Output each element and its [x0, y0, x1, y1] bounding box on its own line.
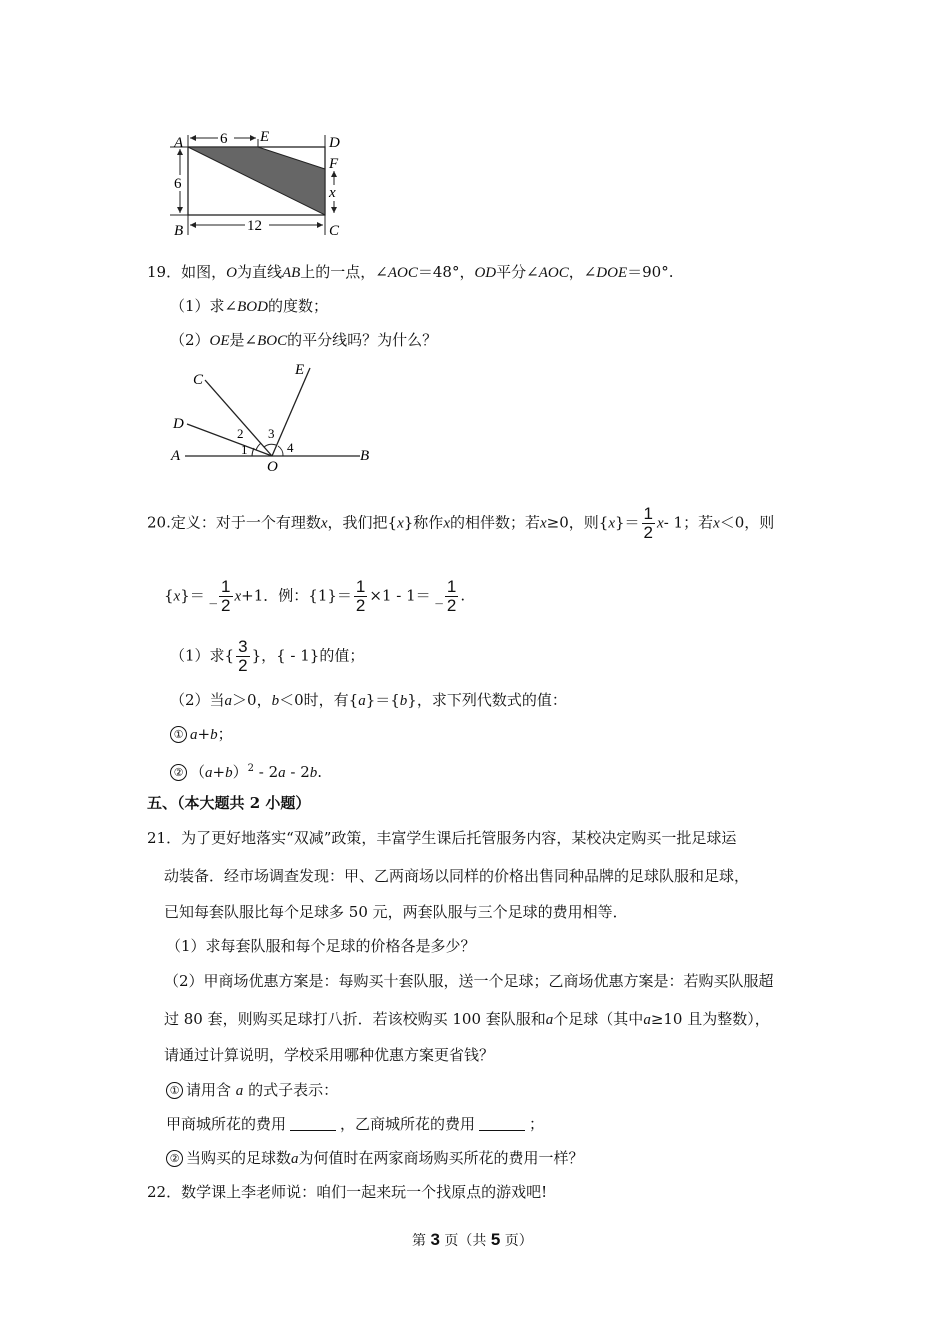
q20-sub1: （1）求{ $\frac{3}{2}$ }，{ - 1}的值； — [170, 637, 365, 675]
label-c: C — [193, 372, 204, 388]
label-c: C — [329, 223, 340, 239]
label-b: B — [174, 223, 184, 239]
fraction-half: $\frac{1}{2}$ — [446, 577, 457, 615]
q19-sub1: （1）求∠BOD的度数； — [170, 297, 328, 315]
label-d: D — [329, 135, 340, 151]
label-o: O — [267, 459, 278, 475]
q21-sub2-line3: 请通过计算说明，学校采用哪种优惠方案更省钱？ — [164, 1046, 495, 1064]
figure-rectangle — [160, 125, 360, 240]
q20-stem-line2: {x}＝ _ $\frac{1}{2}$ x+1．例：{1}＝ $\frac{1}{2}$ ×1 - 1＝ _ $\frac{1}{2}$ . — [164, 577, 466, 615]
answer-blank-b[interactable] — [479, 1116, 525, 1131]
angle-3: 3 — [268, 426, 275, 441]
q21-stem-line2: 动装备．经市场调查发现：甲、乙两商场以同样的价格出售同种品牌的足球队服和足球， — [164, 867, 750, 885]
page-number: 3 — [430, 1230, 440, 1249]
q21-sub1: （1）求每套队服和每个足球的价格各是多少？ — [166, 937, 476, 955]
q21-costs: 甲商城所花的费用 ，乙商城所花的费用 ； — [166, 1115, 545, 1133]
page-footer: 第 3 页（共 5 页） — [412, 1230, 533, 1249]
dim-left: 6 — [174, 176, 182, 192]
dim-right: x — [329, 185, 336, 201]
dim-bottom: 12 — [247, 218, 262, 234]
q21-stem-line3: 已知每套队服比每个足球多 50 元，两套队服与三个足球的费用相等． — [164, 903, 628, 921]
fraction-half: $\frac{1}{2}$ — [355, 577, 366, 615]
figure-angles — [165, 360, 380, 475]
fraction-half: $\frac{1}{2}$ — [643, 504, 654, 542]
label-f: F — [329, 156, 339, 172]
q19-stem: 19．如图，O为直线AB上的一点，∠AOC＝48°，OD平分∠AOC，∠DOE＝90°. — [147, 263, 674, 281]
fraction-three-halves: $\frac{3}{2}$ — [238, 637, 248, 675]
label-d: D — [173, 416, 184, 432]
page-total: 5 — [490, 1230, 501, 1249]
dim-top: 6 — [220, 131, 228, 147]
q20-sub2: （2）当a＞0，b＜0时，有{a}＝{b}，求下列代数式的值： — [170, 691, 567, 709]
label-a: A — [174, 135, 184, 151]
q21-stem-line1: 21．为了更好地落实“双减”政策，丰富学生课后托管服务内容，某校决定购买一批足球运 — [147, 829, 737, 847]
q19-sub2: （2）OE是∠BOC的平分线吗？为什么？ — [170, 331, 438, 349]
angle-4: 4 — [287, 440, 294, 455]
q20-item1: ① a+b； — [170, 724, 233, 745]
angle-1: 1 — [241, 442, 248, 457]
q20-item2: ② $(a+b)^2 - 2a - 2b$. — [170, 759, 322, 783]
shaded-region — [188, 147, 325, 215]
fraction-half: $\frac{1}{2}$ — [221, 577, 231, 615]
label-e: E — [295, 362, 305, 378]
q21-item2: ② 当购买的足球数a为何值时在两家商场购买所花的费用一样？ — [166, 1148, 584, 1169]
angle-2: 2 — [237, 426, 244, 441]
q20-stem-line1: 20.定义：对于一个有理数x，我们把{x}称作x的相伴数；若x≥0，则{x}＝ $\frac{1}{2}$ x- 1；若x＜0，则 — [147, 504, 775, 542]
q21-sub2-line2: 过 80 套，则购买足球打八折．若该校购买 100 套队服和a个足球（其中a≥10 且为整数）， — [164, 1010, 770, 1028]
q21-item1: ① 请用含 a 的式子表示： — [166, 1080, 338, 1101]
label-a: A — [171, 448, 181, 464]
answer-blank-a[interactable] — [290, 1116, 336, 1131]
section-title: 五、（本大题共 2 小题） — [147, 794, 311, 812]
label-e: E — [260, 129, 270, 145]
label-b: B — [360, 448, 370, 464]
q21-sub2-line1: （2）甲商场优惠方案是：每购买十套队服，送一个足球；乙商场优惠方案是：若购买队服超 — [164, 972, 774, 990]
q22-stem: 22．数学课上李老师说：咱们一起来玩一个找原点的游戏吧! — [147, 1183, 548, 1201]
